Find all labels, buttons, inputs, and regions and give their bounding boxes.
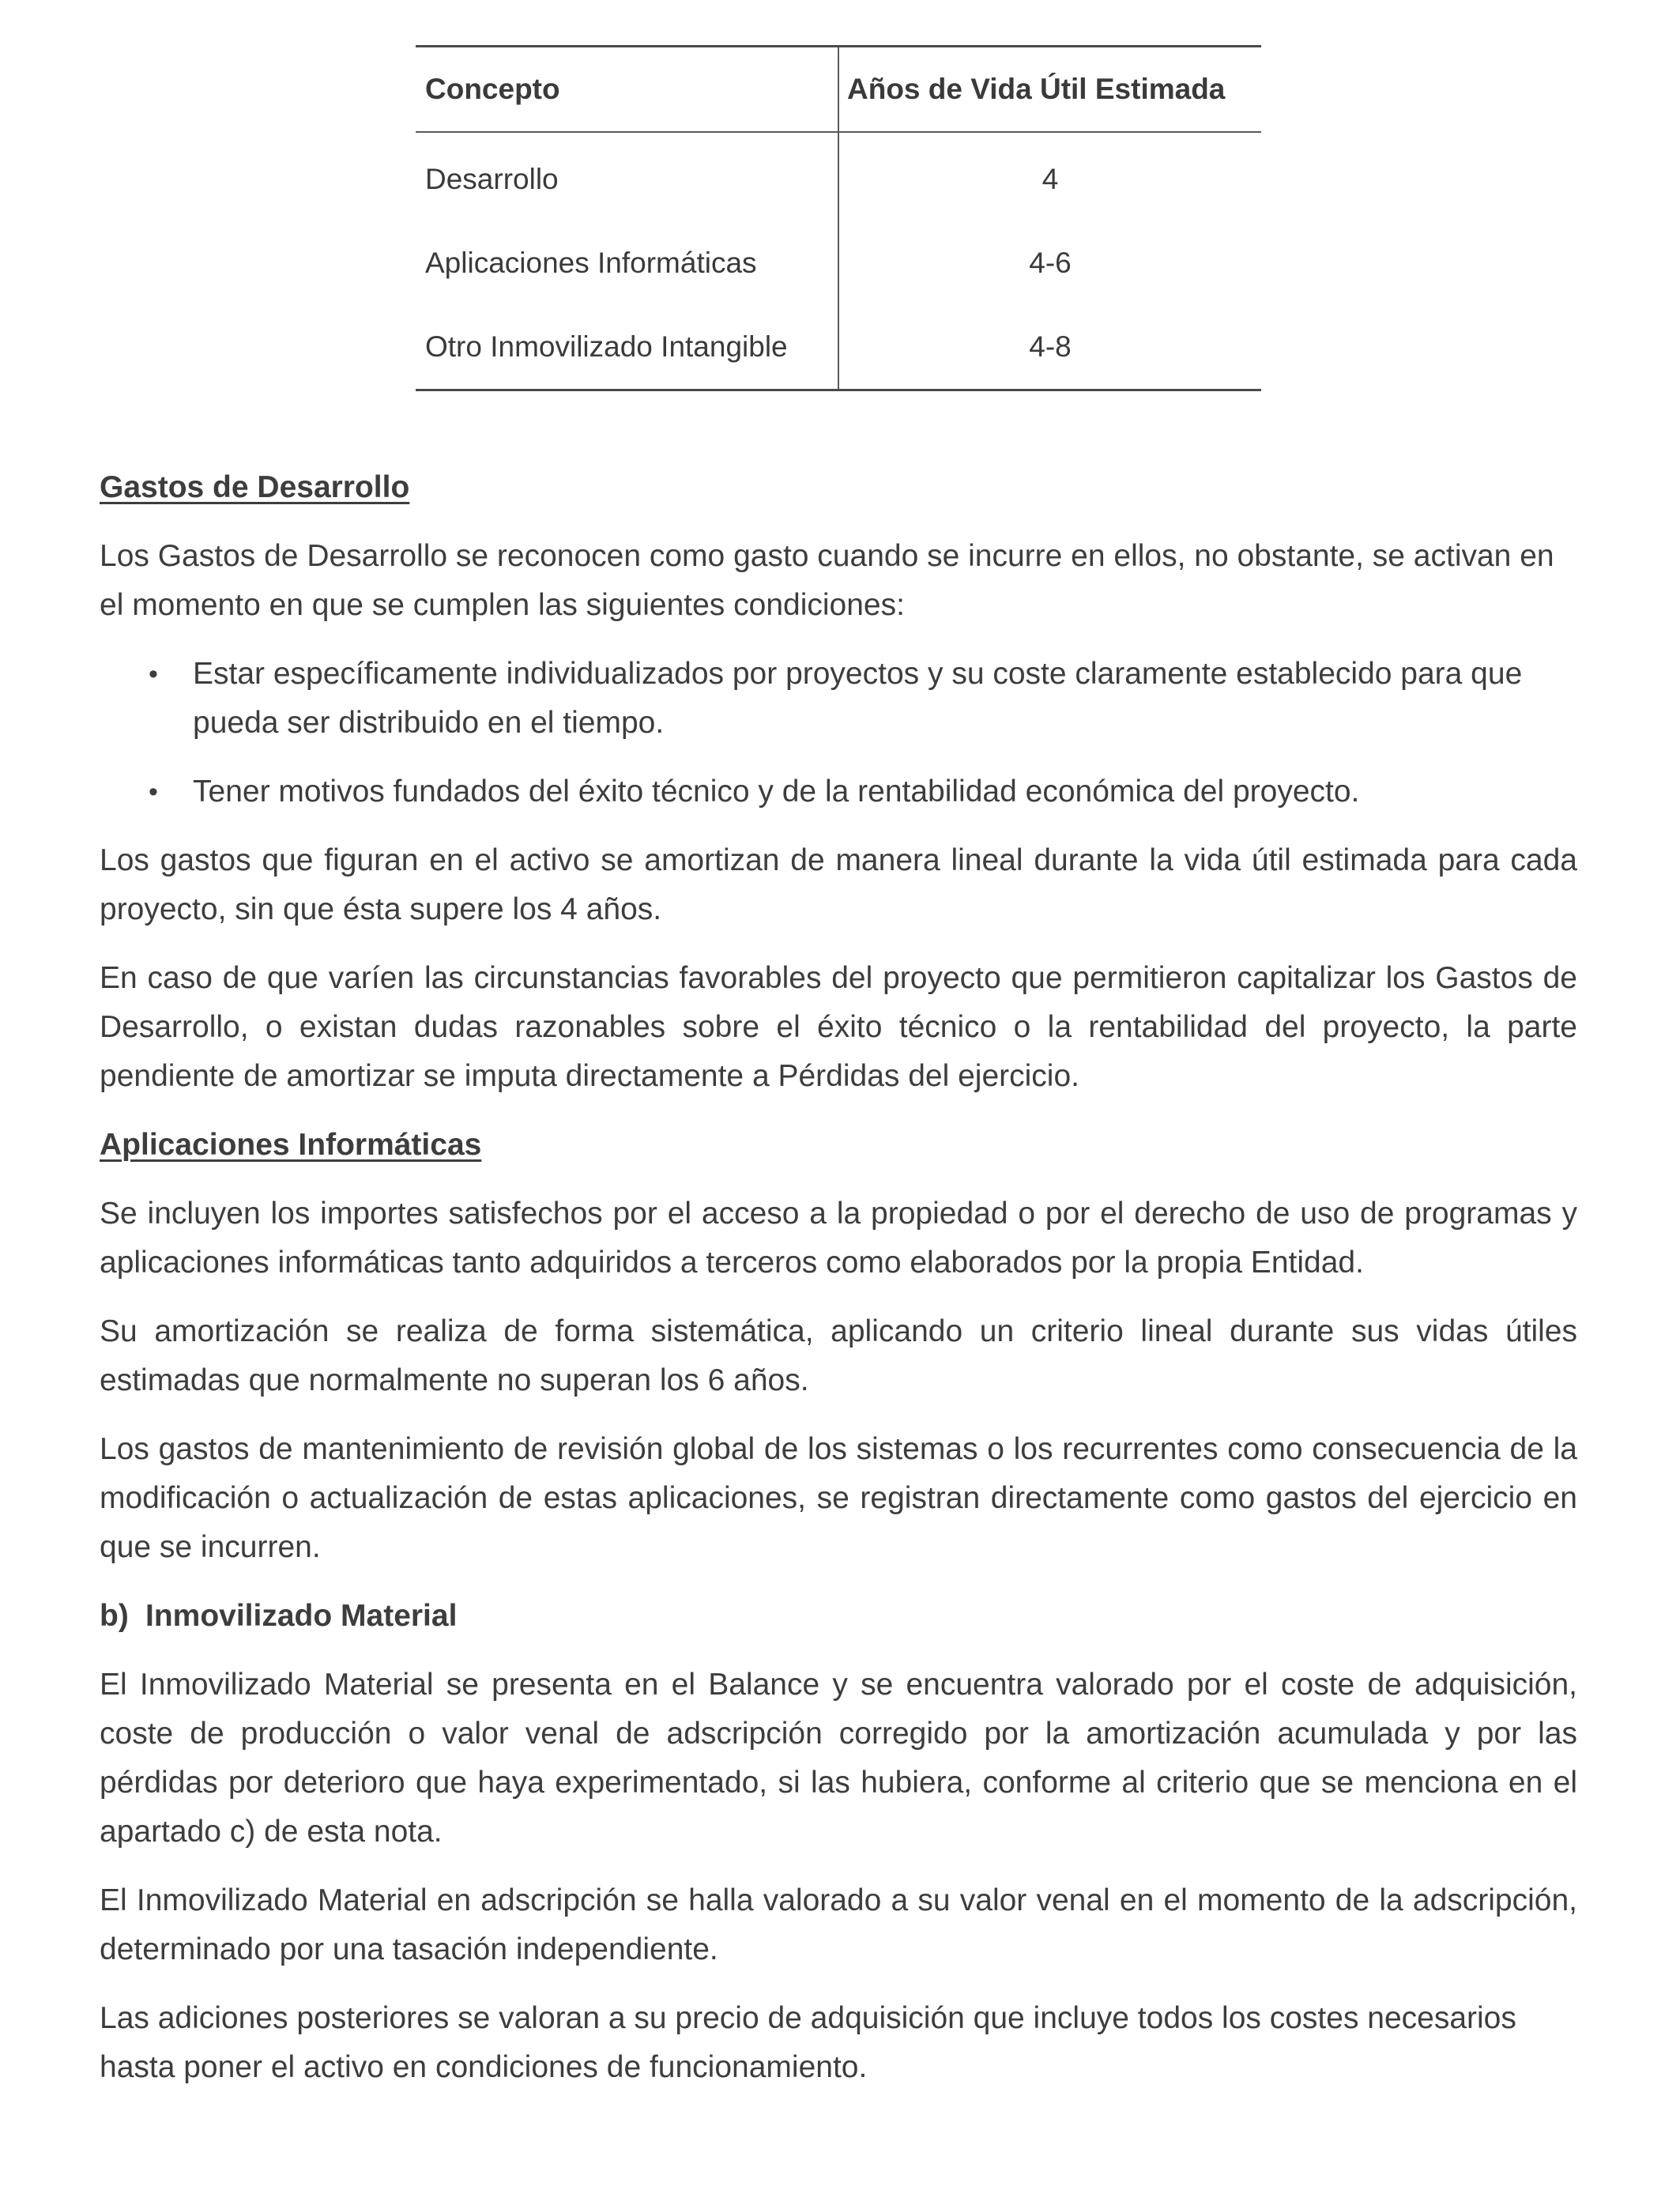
conditions-list xyxy=(100,650,1577,816)
heading-inmovilizado-material xyxy=(100,1592,1577,1641)
list-item xyxy=(100,767,1577,816)
table-cell-years: 4 xyxy=(1042,163,1059,195)
list-item xyxy=(100,650,1577,748)
bullet-icon: • xyxy=(149,777,158,807)
table-cell-concept: Aplicaciones Informáticas xyxy=(416,221,838,305)
paragraph-aplicaciones-mantenimiento: Los gastos de mantenimiento de revisión global de los sistemas o los recurrentes como consecuencia de la modificación o actualización de estas aplicaciones, se registran directamente como gastos del ejercicio en que se incurren. xyxy=(100,1432,1577,1564)
useful-life-table xyxy=(416,45,1261,391)
table-row xyxy=(416,305,1261,390)
condition-text: Estar específicamente individualizados por proyectos y su coste claramente establecido para que pueda ser distribuido en el tiempo. xyxy=(193,657,1523,740)
table-header-row xyxy=(416,47,1261,133)
condition-text: Tener motivos fundados del éxito técnico y de la rentabilidad económica del proyecto. xyxy=(193,775,1360,809)
heading-gastos-desarrollo: Gastos de Desarrollo xyxy=(100,470,410,504)
paragraph-material-adiciones: Las adiciones posteriores se valoran a su precio de adquisición que incluye todos los costes necesarios hasta poner el activo en condiciones de funcionamiento. xyxy=(100,2001,1516,2084)
table-row xyxy=(416,132,1261,221)
paragraph-gastos-intro: Los Gastos de Desarrollo se reconocen como gasto cuando se incurre en ellos, no obstante, se activan en el momento en que se cumplen las siguientes condiciones: xyxy=(100,539,1554,622)
table-cell-years: 4-6 xyxy=(1029,247,1072,279)
paragraph-gastos-amortizacion: Los gastos que figuran en el activo se amortizan de manera lineal durante la vida útil estimada para cada proyecto, sin que ésta supere los 4 años. xyxy=(100,843,1577,926)
table-cell-concept: Otro Inmovilizado Intangible xyxy=(416,305,838,390)
section-marker: b) xyxy=(100,1599,129,1633)
document-body xyxy=(100,463,1577,2112)
paragraph-aplicaciones-importes: Se incluyen los importes satisfechos por el acceso a la propiedad o por el derecho de uso de programas y aplicaciones informáticas tanto adquiridos a terceros como elaborados por la propia Entidad. xyxy=(100,1197,1577,1280)
column-header-concepto: Concepto xyxy=(416,47,838,133)
table-cell-concept: Desarrollo xyxy=(416,132,838,221)
column-header-anos-vida-util: Años de Vida Útil Estimada xyxy=(847,73,1226,105)
paragraph-material-adscripcion: El Inmovilizado Material en adscripción se halla valorado a su valor venal en el momento de la adscripción, determinado por una tasación independiente. xyxy=(100,1883,1577,1966)
bullet-icon: • xyxy=(149,659,158,689)
table-row xyxy=(416,221,1261,305)
section-title: Inmovilizado Material xyxy=(145,1599,458,1633)
table-cell-years: 4-8 xyxy=(1029,330,1072,363)
paragraph-aplicaciones-amortizacion: Su amortización se realiza de forma sistemática, aplicando un criterio lineal durante sus vidas útiles estimadas que normalmente no superan los 6 años. xyxy=(100,1314,1577,1397)
heading-aplicaciones-informaticas: Aplicaciones Informáticas xyxy=(100,1128,482,1162)
paragraph-gastos-circunstancias: En caso de que varíen las circunstancias favorables del proyecto que permitieron capitalizar los Gastos de Desarrollo, o existan dudas razonables sobre el éxito técnico o la rentabilidad del proyecto, la parte pendiente de amortizar se imputa directamente a Pérdidas del ejercicio. xyxy=(100,961,1577,1093)
paragraph-material-valoracion: El Inmovilizado Material se presenta en el Balance y se encuentra valorado por el coste de adquisición, coste de producción o valor venal de adscripción corregido por la amortización acumulada y por las pérdidas por deterioro que haya experimentado, si las hubiera, conforme al criterio que se menciona en el apartado c) de esta nota. xyxy=(100,1668,1577,1849)
